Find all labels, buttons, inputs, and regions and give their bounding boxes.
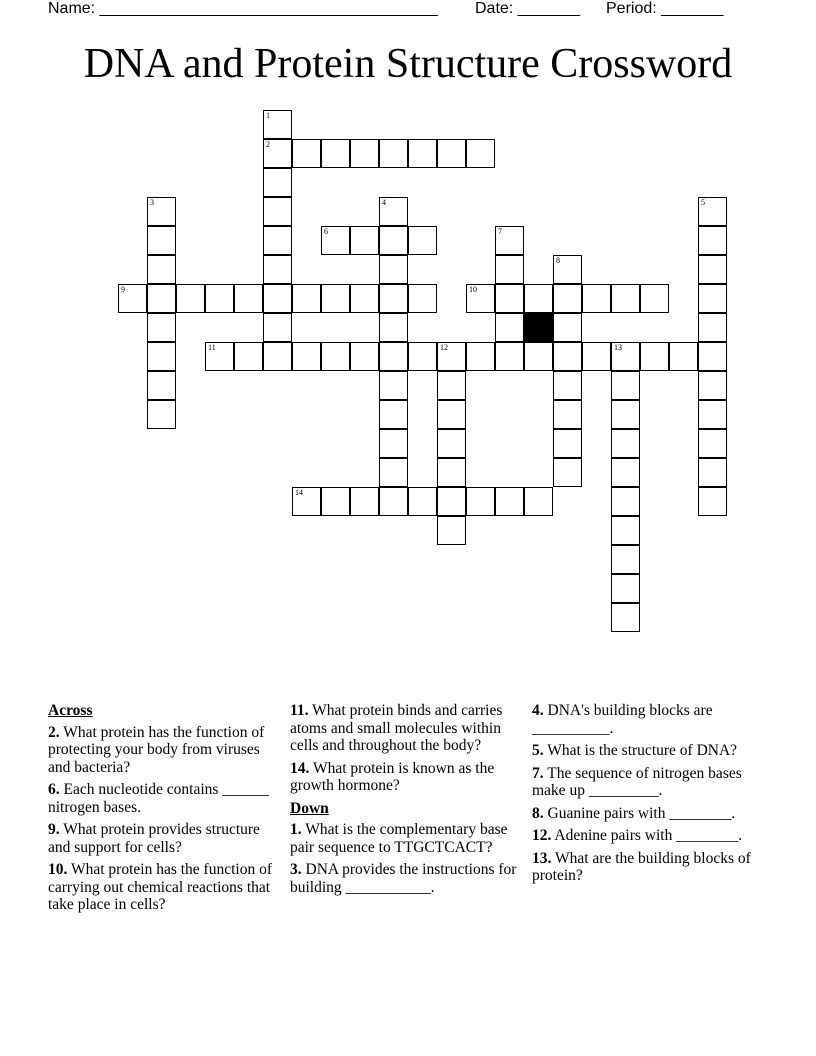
crossword-cell[interactable] xyxy=(437,342,466,371)
crossword-cell[interactable] xyxy=(437,487,466,516)
clue-number-label: 2 xyxy=(266,140,270,149)
crossword-cell[interactable] xyxy=(698,400,727,429)
clue-text: What are the building blocks of protein? xyxy=(532,849,751,884)
crossword-cell[interactable] xyxy=(379,139,408,168)
clue-number-label: 13 xyxy=(614,343,622,352)
crossword-cell[interactable] xyxy=(611,429,640,458)
crossword-cell[interactable] xyxy=(582,284,611,313)
crossword-cell[interactable] xyxy=(321,487,350,516)
crossword-cell[interactable] xyxy=(698,226,727,255)
clue-number: 14. xyxy=(290,759,310,777)
crossword-cell[interactable] xyxy=(698,371,727,400)
clue-text: DNA provides the instructions for building ___________. xyxy=(290,861,517,896)
crossword-black-cell xyxy=(524,313,553,342)
crossword-cell[interactable] xyxy=(611,545,640,574)
crossword-cell[interactable] xyxy=(408,487,437,516)
down-clue-4 xyxy=(532,702,768,737)
crossword-cell[interactable] xyxy=(263,342,292,371)
clue-text: What protein is known as the growth hormone? xyxy=(290,759,495,794)
crossword-cell[interactable] xyxy=(611,284,640,313)
crossword-cell[interactable] xyxy=(553,400,582,429)
clue-number-label: 6 xyxy=(324,227,328,236)
crossword-cell[interactable] xyxy=(466,487,495,516)
clue-text: What protein provides structure and support for cells? xyxy=(48,821,260,856)
crossword-cell[interactable] xyxy=(698,313,727,342)
clue-number-label: 10 xyxy=(469,285,477,294)
crossword-cell[interactable] xyxy=(553,342,582,371)
crossword-cell[interactable] xyxy=(234,284,263,313)
clue-number-label: 14 xyxy=(295,488,303,497)
crossword-cell[interactable] xyxy=(466,139,495,168)
clue-number-label: 9 xyxy=(121,285,125,294)
across-clue-2 xyxy=(48,724,284,777)
crossword-cell[interactable] xyxy=(176,284,205,313)
crossword-cell[interactable] xyxy=(379,313,408,342)
crossword-cell[interactable] xyxy=(263,139,292,168)
crossword-cell[interactable] xyxy=(292,342,321,371)
crossword-cell[interactable] xyxy=(350,487,379,516)
crossword-cell[interactable] xyxy=(611,574,640,603)
clue-number-label: 1 xyxy=(266,111,270,120)
crossword-cell[interactable] xyxy=(292,487,321,516)
clue-number-label: 4 xyxy=(382,198,386,207)
across-heading: Across xyxy=(48,702,93,719)
across-clue-10 xyxy=(48,861,284,914)
crossword-cell[interactable] xyxy=(263,110,292,139)
clue-number: 6. xyxy=(48,781,60,798)
crossword-cell[interactable] xyxy=(292,284,321,313)
crossword-cell[interactable] xyxy=(611,487,640,516)
crossword-cell[interactable] xyxy=(611,342,640,371)
down-clue-5 xyxy=(532,742,768,760)
crossword-cell[interactable] xyxy=(350,226,379,255)
crossword-cell[interactable] xyxy=(698,487,727,516)
clues-column-2 xyxy=(290,702,526,901)
crossword-cell[interactable] xyxy=(437,371,466,400)
clue-number: 2. xyxy=(48,723,60,741)
crossword-cell[interactable] xyxy=(524,487,553,516)
crossword-cell[interactable] xyxy=(263,197,292,226)
clue-text: What protein has the function of protecting your body from viruses and bacteria? xyxy=(48,723,265,776)
crossword-cell[interactable] xyxy=(437,429,466,458)
crossword-cell[interactable] xyxy=(495,487,524,516)
crossword-cell[interactable] xyxy=(611,371,640,400)
down-clue-12 xyxy=(532,827,768,845)
crossword-cell[interactable] xyxy=(698,284,727,313)
across-clue-14 xyxy=(290,760,526,795)
crossword-cell[interactable] xyxy=(524,342,553,371)
crossword-cell[interactable] xyxy=(698,255,727,284)
crossword-cell[interactable] xyxy=(321,284,350,313)
crossword-cell[interactable] xyxy=(379,458,408,487)
crossword-cell[interactable] xyxy=(263,226,292,255)
clue-text: What is the complementary base pair sequence to TTGCTCACT? xyxy=(290,821,508,856)
crossword-cell[interactable] xyxy=(437,516,466,545)
across-clue-11 xyxy=(290,702,526,755)
clue-text: Adenine pairs with ________. xyxy=(551,827,743,844)
clue-text: What protein has the function of carrying out chemical reactions that take place in cells? xyxy=(48,861,272,913)
crossword-cell[interactable] xyxy=(379,342,408,371)
clue-text: What is the structure of DNA? xyxy=(543,742,738,759)
across-clue-6 xyxy=(48,781,284,816)
clue-number: 13. xyxy=(532,849,552,867)
crossword-cell[interactable] xyxy=(611,516,640,545)
crossword-cell[interactable] xyxy=(292,139,321,168)
clue-number-label: 5 xyxy=(701,198,705,207)
clue-number-label: 8 xyxy=(556,256,560,265)
crossword-cell[interactable] xyxy=(379,284,408,313)
crossword-cell[interactable] xyxy=(379,197,408,226)
name-field: Name: ______________________________________ xyxy=(48,0,438,17)
crossword-cell[interactable] xyxy=(611,400,640,429)
crossword-cell[interactable] xyxy=(263,255,292,284)
crossword-cell[interactable] xyxy=(147,400,176,429)
crossword-cell[interactable] xyxy=(553,429,582,458)
crossword-cell[interactable] xyxy=(263,313,292,342)
crossword-cell[interactable] xyxy=(495,313,524,342)
down-clue-7 xyxy=(532,765,768,800)
crossword-cell[interactable] xyxy=(205,284,234,313)
crossword-cell[interactable] xyxy=(524,284,553,313)
crossword-cell[interactable] xyxy=(147,197,176,226)
crossword-cell[interactable] xyxy=(147,313,176,342)
clue-number: 9. xyxy=(48,821,60,838)
crossword-cell[interactable] xyxy=(147,255,176,284)
crossword-cell[interactable] xyxy=(698,197,727,226)
crossword-cell[interactable] xyxy=(379,487,408,516)
crossword-cell[interactable] xyxy=(669,342,698,371)
crossword-cell[interactable] xyxy=(640,342,669,371)
crossword-cell[interactable] xyxy=(408,139,437,168)
clues-column-1 xyxy=(48,702,284,919)
period-field: Period: _______ xyxy=(606,0,724,17)
crossword-cell[interactable] xyxy=(437,458,466,487)
crossword-cell[interactable] xyxy=(350,139,379,168)
clue-number: 4. xyxy=(532,702,544,719)
crossword-cell[interactable] xyxy=(553,313,582,342)
crossword-cell[interactable] xyxy=(205,342,234,371)
crossword-cell[interactable] xyxy=(582,342,611,371)
clue-text: Each nucleotide contains ______ nitrogen bases. xyxy=(48,781,269,816)
crossword-cell[interactable] xyxy=(495,284,524,313)
crossword-cell[interactable] xyxy=(147,226,176,255)
crossword-cell[interactable] xyxy=(611,603,640,632)
crossword-cell[interactable] xyxy=(495,255,524,284)
crossword-cell[interactable] xyxy=(553,284,582,313)
crossword-cell[interactable] xyxy=(495,226,524,255)
crossword-cell[interactable] xyxy=(234,342,263,371)
crossword-cell[interactable] xyxy=(147,371,176,400)
page-title: DNA and Protein Structure Crossword xyxy=(83,41,733,87)
down-clue-3 xyxy=(290,861,526,896)
crossword-cell[interactable] xyxy=(698,458,727,487)
crossword-cell[interactable] xyxy=(408,226,437,255)
crossword-cell[interactable] xyxy=(147,284,176,313)
crossword-cell[interactable] xyxy=(640,284,669,313)
crossword-cell[interactable] xyxy=(321,342,350,371)
crossword-cell[interactable] xyxy=(263,284,292,313)
crossword-cell[interactable] xyxy=(147,342,176,371)
crossword-cell[interactable] xyxy=(553,371,582,400)
clue-number-label: 12 xyxy=(440,343,448,352)
crossword-cell[interactable] xyxy=(321,139,350,168)
crossword-cell[interactable] xyxy=(611,458,640,487)
crossword-cell[interactable] xyxy=(408,342,437,371)
clue-number: 3. xyxy=(290,861,302,878)
clue-text: The sequence of nitrogen bases make up _________. xyxy=(532,764,742,799)
crossword-cell[interactable] xyxy=(379,400,408,429)
crossword-cell[interactable] xyxy=(698,429,727,458)
clue-number-label: 3 xyxy=(150,198,154,207)
crossword-cell[interactable] xyxy=(437,400,466,429)
crossword-cell[interactable] xyxy=(698,342,727,371)
clue-number: 11. xyxy=(290,702,309,719)
crossword-cell[interactable] xyxy=(553,255,582,284)
clue-text: Guanine pairs with ________. xyxy=(543,804,736,822)
down-clue-13 xyxy=(532,850,768,885)
clue-number: 10. xyxy=(48,861,68,878)
clues-column-3 xyxy=(532,702,768,890)
crossword-cell[interactable] xyxy=(379,429,408,458)
across-clue-9 xyxy=(48,821,284,856)
crossword-cell[interactable] xyxy=(466,342,495,371)
clue-number: 1. xyxy=(290,821,302,838)
crossword-cell[interactable] xyxy=(350,342,379,371)
clue-number: 12. xyxy=(532,827,552,844)
down-clue-8 xyxy=(532,805,768,823)
crossword-cell[interactable] xyxy=(495,342,524,371)
down-clue-1 xyxy=(290,821,526,856)
crossword-cell[interactable] xyxy=(379,226,408,255)
crossword-cell[interactable] xyxy=(263,168,292,197)
crossword-cell[interactable] xyxy=(437,139,466,168)
date-field: Date: _______ xyxy=(475,0,580,17)
crossword-cell[interactable] xyxy=(408,284,437,313)
clue-number: 7. xyxy=(532,764,544,782)
crossword-cell[interactable] xyxy=(379,255,408,284)
crossword-cell[interactable] xyxy=(379,371,408,400)
clue-number-label: 11 xyxy=(208,343,216,352)
crossword-cell[interactable] xyxy=(553,458,582,487)
clue-number: 8. xyxy=(532,804,544,822)
crossword-cell[interactable] xyxy=(321,226,350,255)
clue-number-label: 7 xyxy=(498,227,502,236)
clue-number: 5. xyxy=(532,742,544,759)
crossword-cell[interactable] xyxy=(466,284,495,313)
clue-text: DNA's building blocks are __________. xyxy=(532,702,713,737)
crossword-cell[interactable] xyxy=(350,284,379,313)
crossword-cell[interactable] xyxy=(118,284,147,313)
down-heading: Down xyxy=(290,799,329,817)
clue-text: What protein binds and carries atoms and small molecules within cells and throughout the body? xyxy=(290,702,503,754)
